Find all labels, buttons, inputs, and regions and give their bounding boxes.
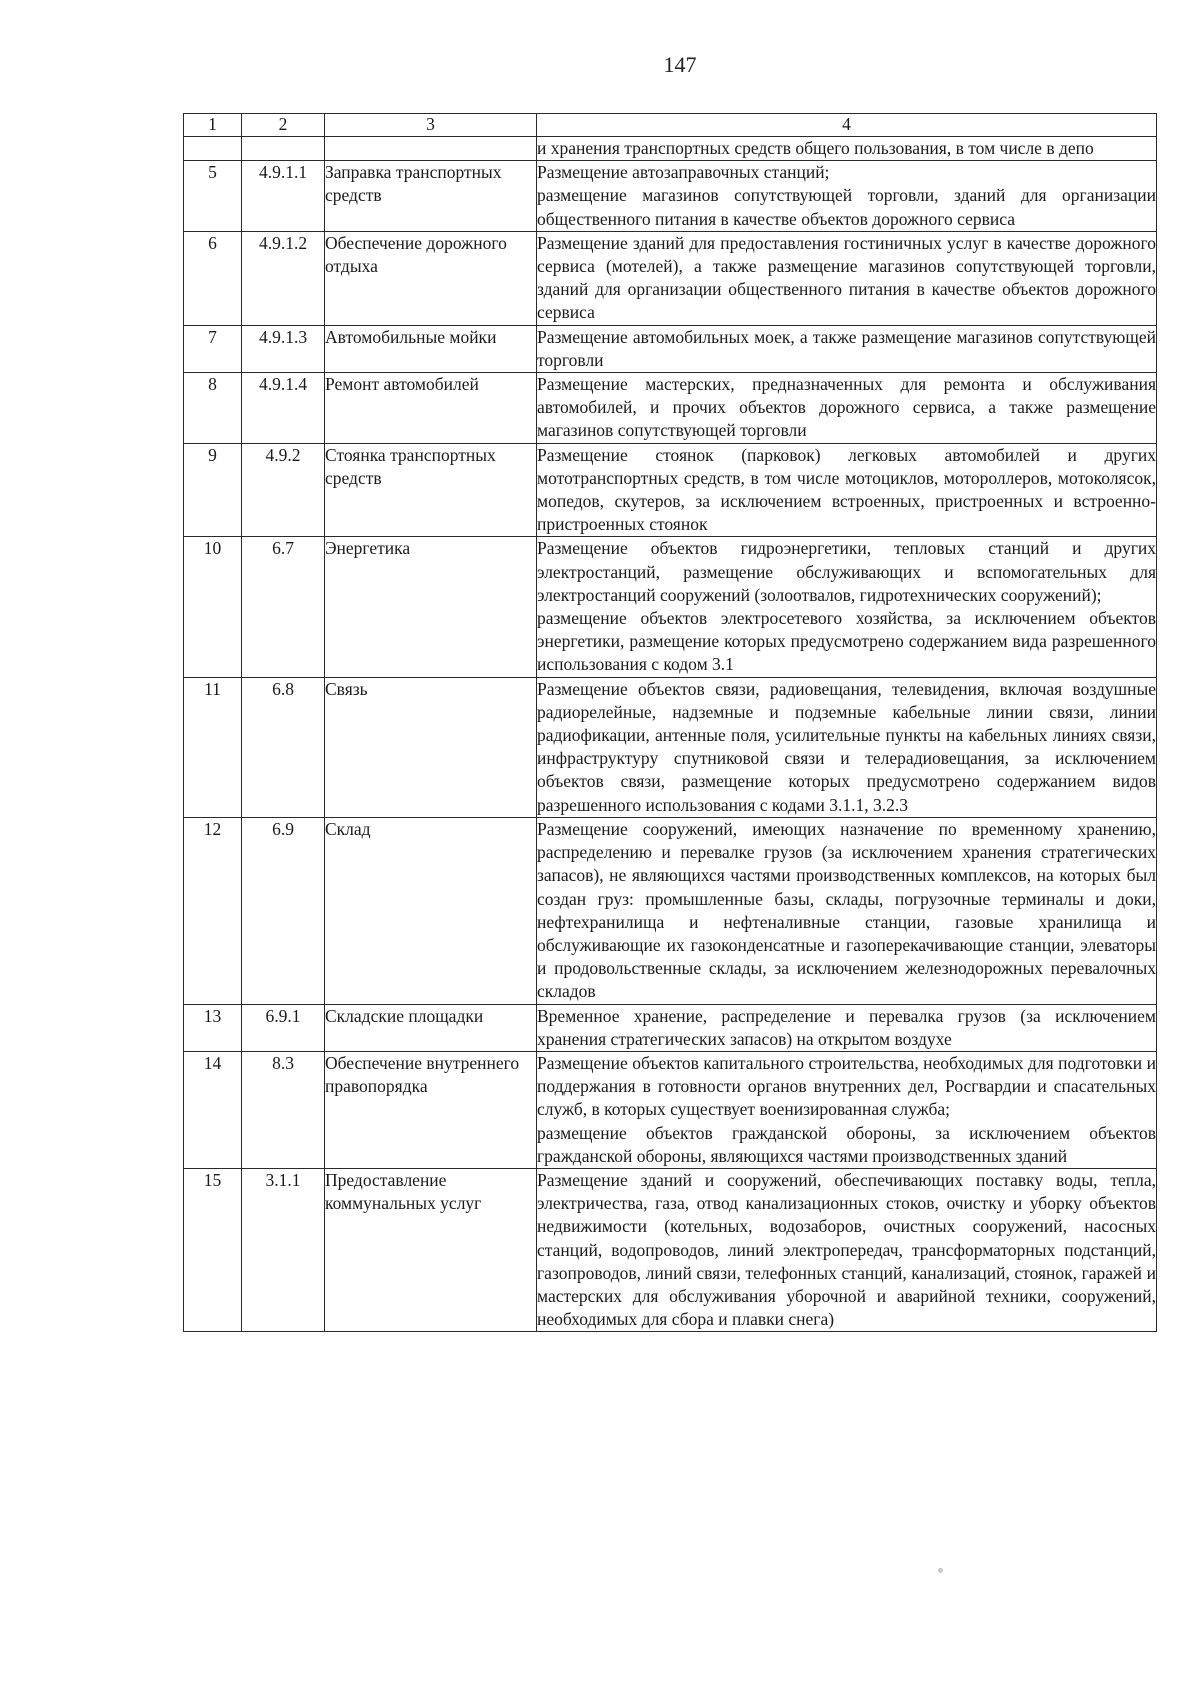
use-description-cell — [537, 325, 1157, 372]
table-row — [184, 817, 1157, 1004]
use-code-cell: 6.9 — [242, 817, 325, 1004]
use-name-cell: Обеспечение дорожного отдыха — [325, 231, 537, 325]
use-code-cell — [242, 137, 325, 161]
description-paragraph: Размещение объектов связи, радиовещания, телевидения, включая воздушные радиорелейные, надземные и подземные кабельные линии связи, линии радиофикации, антенные поля, усилительные пункты на кабельных линиях связи, инфраструктуру спутниковой связи и телерадиовещания, за исключением объектов связи, размещение которых предусмотрено содержанием видов разрешенного использования с кодами 3.1.1, 3.2.3 — [537, 678, 1156, 815]
table-row — [184, 1051, 1157, 1168]
description-paragraph: и хранения транспортных средств общего пользования, в том числе в депо — [537, 138, 1094, 158]
description-paragraph: Размещение зданий и сооружений, обеспечивающих поставку воды, тепла, электричества, газа, отвод канализационных стоков, очистку и уборку объектов недвижимости (котельных, водозаборов, очистных сооружений, насосных станций, водопроводов, линий электропередач, трансформаторных подстанций, газопроводов, линий связи, телефонных станций, канализаций, стоянок, гаражей и мастерских для обслуживания уборочной и аварийной техники, сооружений, необходимых для сбора и плавки снега) — [537, 1169, 1156, 1330]
description-paragraph: размещение объектов гражданской обороны, за исключением объектов гражданской обороны, являющихся частями производственных зданий — [537, 1122, 1156, 1166]
use-code-cell: 4.9.1.1 — [242, 161, 325, 232]
use-code-cell: 4.9.1.2 — [242, 231, 325, 325]
land-use-table — [183, 113, 1157, 1332]
row-number-cell: 12 — [184, 817, 242, 1004]
description-paragraph: Размещение автозаправочных станций; — [537, 162, 830, 183]
table-row — [184, 537, 1157, 677]
use-description-cell — [537, 537, 1157, 677]
table-row — [184, 137, 1157, 161]
use-name-cell: Ремонт автомобилей — [325, 373, 537, 444]
row-number-cell: 14 — [184, 1051, 242, 1168]
header-cell: 1 — [184, 114, 242, 137]
use-description-cell — [537, 373, 1157, 444]
table-row — [184, 677, 1157, 817]
use-code-cell: 6.8 — [242, 677, 325, 817]
use-description-cell — [537, 137, 1157, 161]
use-name-cell: Склад — [325, 817, 537, 1004]
use-name-cell: Складские площадки — [325, 1004, 537, 1051]
description-paragraph: размещение магазинов сопутствующей торговли, зданий для организации общественного питания в качестве объектов дорожного сервиса — [537, 185, 1156, 229]
use-description-cell — [537, 817, 1157, 1004]
description-paragraph: Размещение зданий для предоставления гостиничных услуг в качестве дорожного сервиса (мотелей), а также размещение магазинов сопутствующей торговли, зданий для организации общественного питания в качестве объектов дорожного сервиса — [537, 232, 1156, 323]
use-name-cell: Обеспечение внутреннего правопорядка — [325, 1051, 537, 1168]
use-name-cell: Заправка транспортных средств — [325, 161, 537, 232]
row-number-cell: 7 — [184, 325, 242, 372]
table-row — [184, 373, 1157, 444]
page-number: 147 — [663, 52, 697, 77]
row-number-cell: 11 — [184, 677, 242, 817]
use-description-cell — [537, 1004, 1157, 1051]
description-paragraph: Размещение сооружений, имеющих назначение по временному хранению, распределению и перевалке грузов (за исключением хранения стратегических запасов), не являющихся частями производственных комплексов, на которых был создан груз: промышленные базы, склады, погрузочные терминалы и доки, нефтехранилища и нефтеналивные станции, газовые хранилища и обслуживающие их газоконденсатные и газоперекачивающие станции, элеваторы и продовольственные склады, за исключением железнодорожных перевалочных складов — [537, 818, 1156, 1002]
use-description-cell — [537, 1168, 1157, 1331]
column-number-header — [184, 114, 1157, 137]
description-paragraph: Размещение автомобильных моек, а также размещение магазинов сопутствующей торговли — [537, 326, 1156, 370]
description-paragraph: Размещение объектов капитального строительства, необходимых для подготовки и поддержания в готовности органов внутренних дел, Росгвардии и спасательных служб, в которых существует военизированная служба; — [537, 1052, 1156, 1120]
description-paragraph: Размещение стоянок (парковок) легковых автомобилей и других мототранспортных средств, в том числе мотоциклов, мотороллеров, мотоколясок, мопедов, скутеров, за исключением встроенных, пристроенных и встроенно-пристроенных стоянок — [537, 444, 1156, 535]
row-number-cell: 5 — [184, 161, 242, 232]
header-cell: 3 — [325, 114, 537, 137]
use-code-cell: 6.9.1 — [242, 1004, 325, 1051]
row-number-cell: 9 — [184, 443, 242, 537]
use-code-cell: 8.3 — [242, 1051, 325, 1168]
use-name-cell — [325, 137, 537, 161]
row-number-cell: 6 — [184, 231, 242, 325]
row-number-cell — [184, 137, 242, 161]
table-row — [184, 231, 1157, 325]
header-cell: 2 — [242, 114, 325, 137]
use-name-cell: Стоянка транспортных средств — [325, 443, 537, 537]
use-code-cell: 4.9.2 — [242, 443, 325, 537]
use-description-cell — [537, 1051, 1157, 1168]
scan-speck — [938, 1568, 943, 1573]
table-row — [184, 325, 1157, 372]
use-name-cell: Энергетика — [325, 537, 537, 677]
table-body — [184, 137, 1157, 1332]
use-code-cell: 3.1.1 — [242, 1168, 325, 1331]
use-name-cell: Автомобильные мойки — [325, 325, 537, 372]
table-row — [184, 443, 1157, 537]
use-description-cell — [537, 231, 1157, 325]
row-number-cell: 8 — [184, 373, 242, 444]
description-paragraph: Размещение объектов гидроэнергетики, тепловых станций и других электростанций, размещение обслуживающих и вспомогательных для электростанций сооружений (золоотвалов, гидротехнических сооружений); — [537, 538, 1156, 605]
header-cell: 4 — [537, 114, 1157, 137]
row-number-cell: 15 — [184, 1168, 242, 1331]
table-row — [184, 1168, 1157, 1331]
row-number-cell: 10 — [184, 537, 242, 677]
use-code-cell: 4.9.1.4 — [242, 373, 325, 444]
description-paragraph: размещение объектов электросетевого хозяйства, за исключением объектов энергетики, размещение которых предусмотрено содержанием вида разрешенного использования с кодом 3.1 — [537, 608, 1156, 675]
use-description-cell — [537, 161, 1157, 232]
use-name-cell: Связь — [325, 677, 537, 817]
row-number-cell: 13 — [184, 1004, 242, 1051]
table-row — [184, 1004, 1157, 1051]
description-paragraph: Размещение мастерских, предназначенных для ремонта и обслуживания автомобилей, и прочих объектов дорожного сервиса, а также размещение магазинов сопутствующей торговли — [537, 374, 1156, 441]
table-row — [184, 161, 1157, 232]
use-name-cell: Предоставление коммунальных услуг — [325, 1168, 537, 1331]
use-code-cell: 6.7 — [242, 537, 325, 677]
use-description-cell — [537, 677, 1157, 817]
use-description-cell — [537, 443, 1157, 537]
use-code-cell: 4.9.1.3 — [242, 325, 325, 372]
description-paragraph: Временное хранение, распределение и перевалка грузов (за исключением хранения стратегических запасов) на открытом воздухе — [537, 1005, 1156, 1049]
